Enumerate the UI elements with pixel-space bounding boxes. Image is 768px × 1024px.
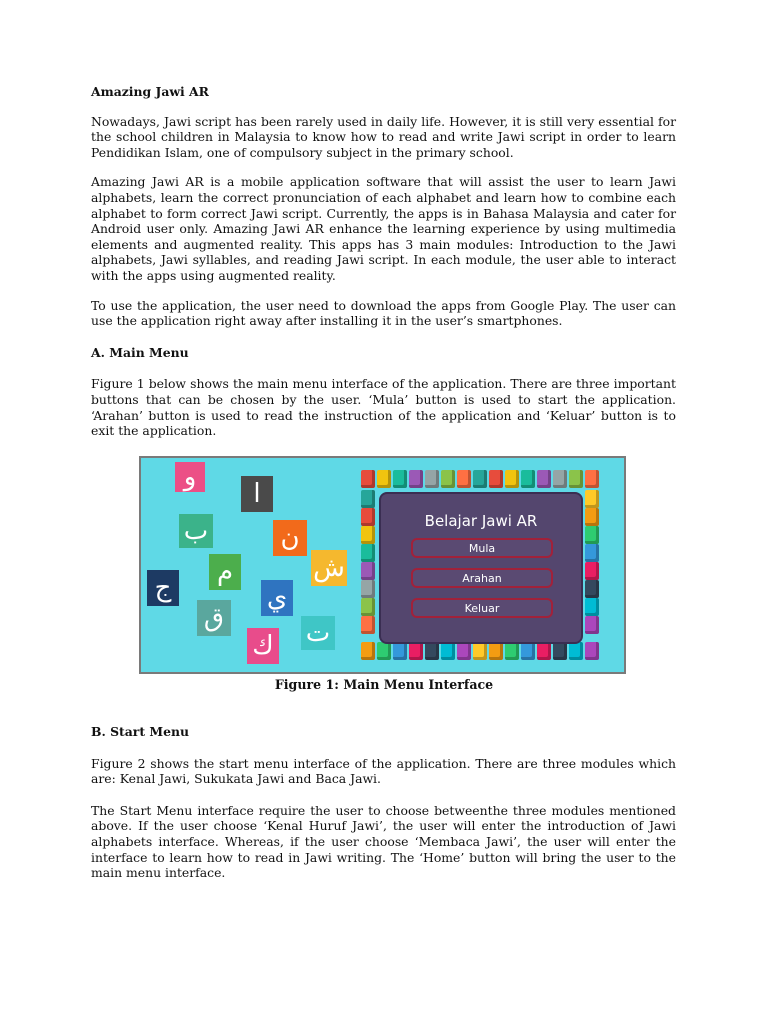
- figure-caption: Figure 1: Main Menu Interface: [274, 677, 494, 692]
- section-heading-start-menu: B. Start Menu: [91, 724, 189, 739]
- letter-tile: ج: [147, 570, 179, 606]
- letter-block: [585, 616, 599, 634]
- document-title: Amazing Jawi AR: [91, 84, 209, 99]
- main-menu-figure: [139, 456, 626, 674]
- letter-tile: ب: [179, 514, 213, 548]
- letter-block: [361, 490, 375, 508]
- menu-title: Belajar Jawi AR: [424, 512, 538, 530]
- paragraph-modules: The Start Menu interface require the user to choose betweenthe three modules mentioned above. If the user choose ‘Kenal Huruf Jawi’, the user will enter the introduction of Jawi alphabets interface. Whereas, if the user choose ‘Membaca Jawi’, the user will enter the interface to learn how to read in Jawi writing. The ‘Home’ button will bring the user to the main menu interface.: [91, 802, 676, 881]
- letter-block: [585, 580, 599, 598]
- letter-tile: ت: [301, 616, 335, 650]
- letter-block: [441, 642, 455, 660]
- letter-block: [409, 642, 423, 660]
- letter-block: [537, 642, 551, 660]
- keluar-button[interactable]: Keluar: [411, 598, 553, 618]
- letter-tile: ا: [241, 476, 273, 512]
- letter-block: [585, 598, 599, 616]
- letter-block: [457, 470, 471, 488]
- letter-block: [585, 544, 599, 562]
- letter-block: [473, 470, 487, 488]
- letter-block: [361, 526, 375, 544]
- letter-block: [377, 642, 391, 660]
- menu-frame: [357, 468, 603, 664]
- letter-block: [585, 526, 599, 544]
- letter-block: [585, 470, 599, 488]
- letter-block: [505, 642, 519, 660]
- letter-block: [473, 642, 487, 660]
- letter-block: [521, 470, 535, 488]
- letter-block: [521, 642, 535, 660]
- letter-tile: ك: [247, 628, 279, 664]
- letter-block: [585, 508, 599, 526]
- letter-tile: ن: [273, 520, 307, 556]
- letter-block: [409, 470, 423, 488]
- letter-block: [537, 470, 551, 488]
- letter-block: [489, 470, 503, 488]
- letter-block: [425, 470, 439, 488]
- letter-block: [361, 616, 375, 634]
- section-heading-main-menu: A. Main Menu: [91, 344, 189, 360]
- letter-block: [425, 642, 439, 660]
- letter-block: [377, 470, 391, 488]
- letter-tile: ي: [261, 580, 293, 616]
- paragraph-intro: Nowadays, Jawi script has been rarely used in daily life. However, it is still very essential for the school children in Malaysia to know how to read and write Jawi script in order to learn Pendidikan Islam, one of compulsory subject in the primary school.: [91, 113, 676, 160]
- letter-block: [361, 470, 375, 488]
- mula-button[interactable]: Mula: [411, 538, 553, 558]
- letter-block: [585, 642, 599, 660]
- letter-block: [393, 642, 407, 660]
- letter-block: [361, 544, 375, 562]
- letter-block: [505, 470, 519, 488]
- paragraph-start-menu: Figure 2 shows the start menu interface of the application. There are three modules which are: Kenal Jawi, Sukukata Jawi and Baca Jawi.: [91, 755, 676, 787]
- letter-block: [361, 642, 375, 660]
- letter-block: [585, 490, 599, 508]
- letter-tile: ش: [311, 550, 347, 586]
- letter-block: [585, 562, 599, 580]
- letter-block: [361, 562, 375, 580]
- letter-block: [393, 470, 407, 488]
- letter-block: [553, 470, 567, 488]
- arahan-button[interactable]: Arahan: [411, 568, 553, 588]
- letter-block: [489, 642, 503, 660]
- letter-block: [553, 642, 567, 660]
- letter-tile: ق: [197, 600, 231, 636]
- letter-block: [569, 642, 583, 660]
- document-body: [91, 84, 676, 439]
- letter-block: [361, 598, 375, 616]
- document-body-continued: [91, 724, 676, 881]
- menu-panel: [379, 492, 583, 644]
- letter-block: [361, 580, 375, 598]
- letter-block: [361, 508, 375, 526]
- letter-tile: م: [209, 554, 241, 590]
- paragraph-description: Amazing Jawi AR is a mobile application software that will assist the user to learn Jawi alphabets, learn the correct pronunciation of each alphabet and learn how to combine each alphabet to form correct Jawi script. Currently, the apps is in Bahasa Malaysia and cater for Android user only. Amazing Jawi AR enhance the learning experience by using multimedia elements and augmented reality. This apps has 3 main modules: Introduction to the Jawi alphabets, Jawi syllables, and reading Jawi script. In each module, the user able to interact with the apps using augmented reality.: [91, 174, 676, 283]
- paragraph-main-menu: Figure 1 below shows the main menu interface of the application. There are three important buttons that can be chosen by the user. ‘Mula’ button is used to start the application. ‘Arahan’ button is used to read the instruction of the application and ‘Keluar’ button is to exit the application.: [91, 376, 676, 439]
- letter-tile: و: [175, 462, 205, 492]
- letter-block: [457, 642, 471, 660]
- letter-block: [569, 470, 583, 488]
- paragraph-usage: To use the application, the user need to download the apps from Google Play. The user can use the application right away after installing it in the user’s smartphones.: [91, 297, 676, 329]
- letter-block: [441, 470, 455, 488]
